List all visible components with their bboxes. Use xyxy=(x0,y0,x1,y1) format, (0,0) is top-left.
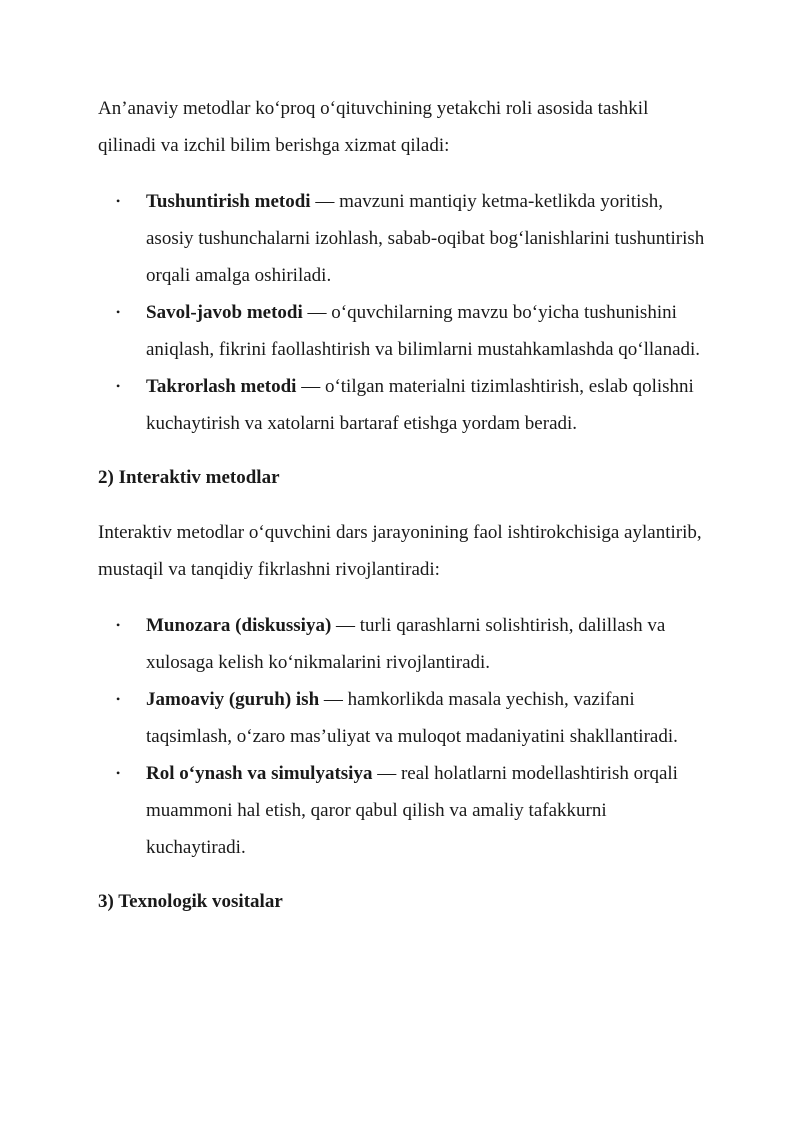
document-page xyxy=(98,90,708,938)
bullet-icon: • xyxy=(116,692,121,706)
list-item-jamoaviy xyxy=(98,681,708,755)
method-description: — mavzuni mantiqiy ketma-ketlikda yoritish, asosiy tushunchalarni izohlash, sabab-oqibat bog‘lanishlarini tushuntirish orqali amalga oshiriladi. xyxy=(146,191,705,286)
method-description: — o‘tilgan materialni tizimlashtirish, eslab qolishni kuchaytirish va xatolarni bartaraf etishga yordam beradi. xyxy=(146,376,694,434)
list-item-takrorlash xyxy=(98,368,708,442)
bullet-icon: • xyxy=(116,379,121,393)
method-term: Jamoaviy (guruh) ish xyxy=(146,689,320,710)
bullet-icon: • xyxy=(116,766,121,780)
list-item-munozara xyxy=(98,607,708,681)
list-item-savol-javob xyxy=(98,294,708,368)
method-term: Savol-javob metodi xyxy=(146,302,303,323)
list-item-rol-oynash xyxy=(98,755,708,866)
bullet-icon: • xyxy=(116,305,121,319)
section-heading-technology: 3) Texnologik vositalar xyxy=(98,891,283,912)
method-term: Munozara (diskussiya) xyxy=(146,615,332,636)
method-term: Tushuntirish metodi xyxy=(146,191,311,212)
section-heading-interactive: 2) Interaktiv metodlar xyxy=(98,467,280,488)
traditional-methods-list xyxy=(98,183,708,442)
bullet-icon: • xyxy=(116,194,121,208)
method-description: — o‘quvchilarning mavzu bo‘yicha tushunishini aniqlash, fikrini faollashtirish va bilimlarni mustahkamlashda qo‘llanadi. xyxy=(146,302,701,360)
interactive-intro: Interaktiv metodlar o‘quvchini dars jarayonining faol ishtirokchisiga aylantirib, mustaqil va tanqidiy fikrlashni rivojlantiradi: xyxy=(98,522,702,580)
method-description: — real holatlarni modellashtirish orqali muammoni hal etish, qaror qabul qilish va amaliy tafakkurni kuchaytiradi. xyxy=(146,763,678,858)
interactive-methods-list xyxy=(98,607,708,866)
list-item-tushuntirish xyxy=(98,183,708,294)
bullet-icon: • xyxy=(116,618,121,632)
method-description: — hamkorlikda masala yechish, vazifani taqsimlash, o‘zaro mas’uliyat va muloqot madaniyatini shakllantiradi. xyxy=(146,689,678,747)
method-description: — turli qarashlarni solishtirish, dalillash va xulosaga kelish ko‘nikmalarini rivojlantiradi. xyxy=(146,615,666,673)
traditional-intro: An’anaviy metodlar ko‘proq o‘qituvchining yetakchi roli asosida tashkil qilinadi va izchil bilim berishga xizmat qiladi: xyxy=(98,98,649,156)
method-term: Takrorlash metodi xyxy=(146,376,297,397)
method-term: Rol o‘ynash va simulyatsiya xyxy=(146,763,373,784)
